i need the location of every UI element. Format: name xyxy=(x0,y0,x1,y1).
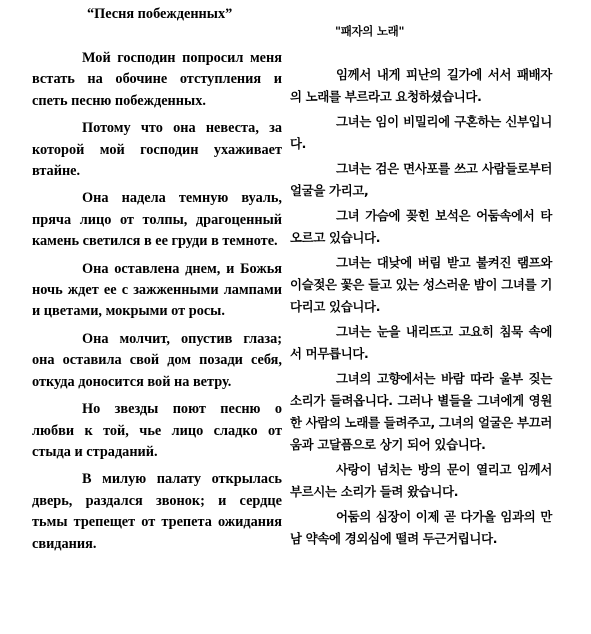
korean-paragraph-2: 그녀는 임이 비밀리에 구혼하는 신부입니다. xyxy=(290,114,552,151)
russian-title: “Песня побежденных” xyxy=(87,6,233,22)
korean-title: "패자의 노래" xyxy=(335,24,405,38)
russian-paragraph-1: Мой господин попросил меня встать на обочине отступления и спеть песню побежденных. xyxy=(32,50,282,109)
russian-paragraph-2: Потому что она невеста, за которой мой господин ухаживает втайне. xyxy=(32,120,282,180)
korean-paragraph-8: 사랑이 넘치는 방의 문이 열리고 임께서 부르시는 소리가 들려 왔습니다. xyxy=(290,462,552,499)
korean-paragraph-4: 그녀 가슴에 꽂힌 보석은 어둠속에서 타오르고 있습니다. xyxy=(290,208,552,245)
korean-paragraph-5: 그녀는 대낮에 버림 받고 불켜진 램프와 이슬젖은 꽃은 들고 있는 성스러운 밤이 그녀를 기다리고 있습니다. xyxy=(290,255,552,314)
russian-paragraph-6: Но звезды поют песню о любви к той, чье лицо сладко от стыда и страданий. xyxy=(32,401,282,460)
korean-paragraphs xyxy=(290,64,552,553)
russian-paragraphs xyxy=(32,48,282,561)
korean-paragraph-3: 그녀는 검은 면사포를 쓰고 사람들로부터 얼굴을 가리고, xyxy=(290,161,552,198)
russian-paragraph-3: Она надела темную вуаль, пряча лицо от толпы, драгоценный камень светился в ее груди в темноте. xyxy=(32,190,282,250)
korean-paragraph-6: 그녀는 눈을 내리뜨고 고요히 침묵 속에서 머무릅니다. xyxy=(290,324,552,361)
korean-paragraph-1: 임께서 내게 피난의 길가에 서서 패배자의 노래를 부르라고 요청하셨습니다. xyxy=(290,67,552,104)
russian-paragraph-4: Она оставлена днем, и Божья ночь ждет ее с зажженными лампами и цветами, мокрыми от росы. xyxy=(32,260,282,320)
russian-paragraph-5: Она молчит, опустив глаза; она оставила свой дом позади себя, откуда доносится вой на ветру. xyxy=(32,330,282,390)
korean-paragraph-7: 그녀의 고향에서는 바람 따라 울부 짖는 소리가 들려옵니다. 그러나 별들을 그녀에게 영원한 사람의 노래를 들려주고, 그녀의 얼굴은 부끄러움과 고달픔으로 상기 되어 있습니다. xyxy=(290,371,552,452)
russian-paragraph-7: В милую палату открылась дверь, раздался звонок; и сердце тьмы трепещет от трепета ожидания свидания. xyxy=(32,471,282,552)
korean-paragraph-9: 어둠의 심장이 이제 곧 다가올 임과의 만남 약속에 경외심에 떨려 두근거립니다. xyxy=(290,509,552,546)
